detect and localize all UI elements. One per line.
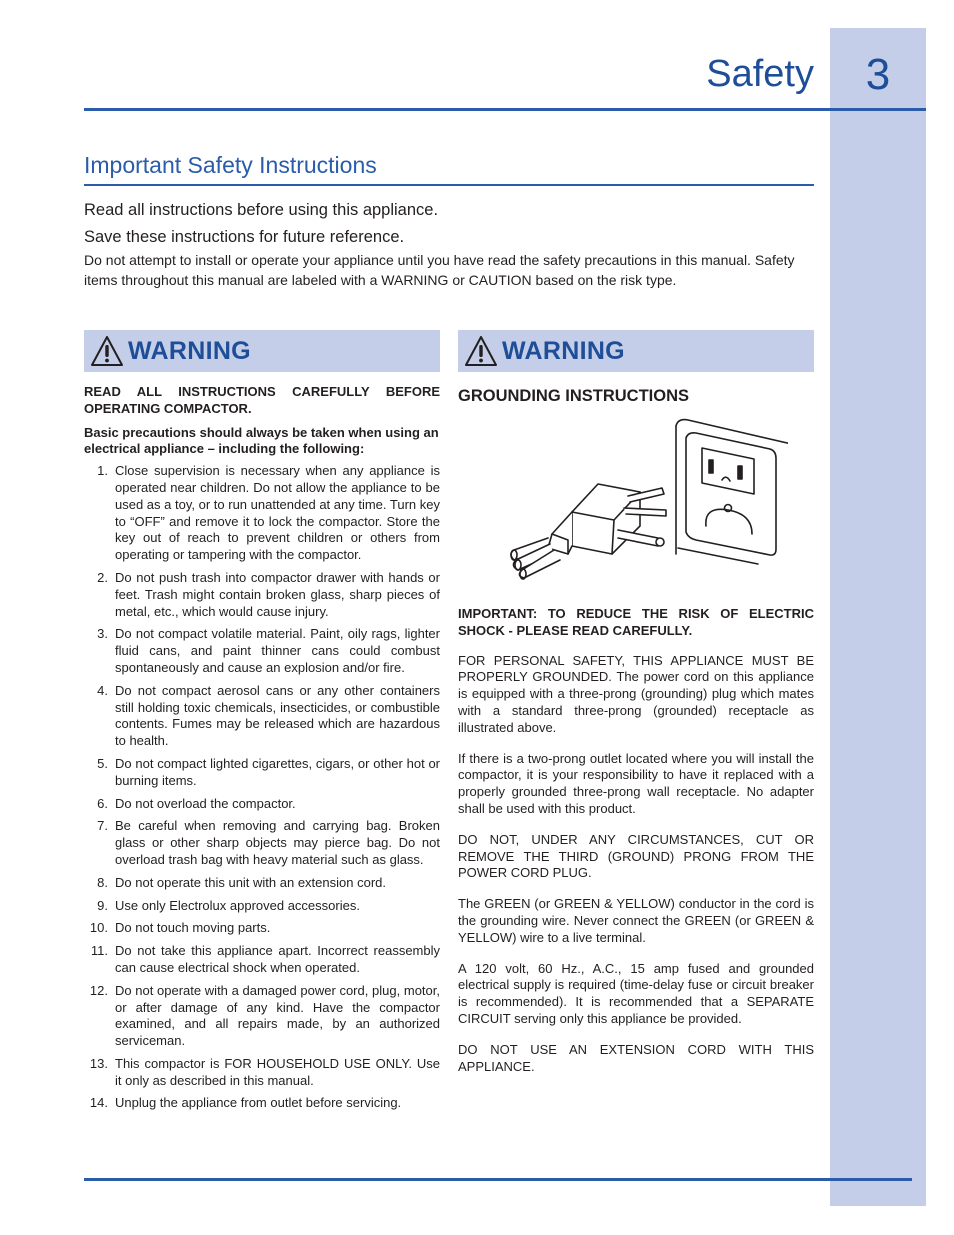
list-item: 10. Do not touch moving parts.	[89, 920, 271, 936]
list-item: 9. Use only Electrolux approved accessories.	[97, 897, 360, 913]
section-rule	[84, 184, 814, 186]
list-item: 4. Do not compact aerosol cans or any other containers still holding toxic chemicals, insecticides, or combustible contents. Fumes may be released which are hazardous to health.	[97, 682, 440, 749]
grounding-paragraph: The GREEN (or GREEN & YELLOW) conductor in the cord is the grounding wire. Never connect the GREEN (or GREEN & YELLOW) wire to a live terminal.	[458, 896, 814, 945]
list-item: 3. Do not compact volatile material. Paint, oily rags, lighter fluid cans, and paint thinner cans could combust spontaneously and cause an explosion and/or fire.	[97, 626, 440, 675]
section-title: Important Safety Instructions	[84, 152, 377, 178]
grounding-title: GROUNDING INSTRUCTIONS	[458, 387, 689, 405]
grounding-paragraph: If there is a two-prong outlet located where you will install the compactor, it is your responsibility to have it replaced with a properly grounded three-prong wall receptacle. No adapter shall be used with this product.	[458, 750, 814, 816]
grounding-paragraph: FOR PERSONAL SAFETY, THIS APPLIANCE MUST BE PROPERLY GROUNDED. The power cord on this appliance is equipped with a three-prong (grounding) plug which mates with a standard three-prong (grounded) receptacle as illustrated above.	[458, 652, 814, 735]
important-notice: IMPORTANT: TO REDUCE THE RISK OF ELECTRIC SHOCK - PLEASE READ CAREFULLY.	[458, 606, 814, 638]
warning-label: WARNING	[502, 336, 625, 365]
page-title: Safety	[706, 53, 814, 95]
intro-line-1: Read all instructions before using this appliance.	[84, 201, 439, 219]
list-item: 5. Do not compact lighted cigarettes, cigars, or other hot or burning items.	[97, 755, 440, 788]
grounding-paragraph: DO NOT USE AN EXTENSION CORD WITH THIS APPLIANCE.	[458, 1041, 814, 1074]
header-rule	[84, 108, 926, 111]
warning-banner-left	[84, 330, 440, 372]
list-item: 7. Be careful when removing and carrying bag. Broken glass or other sharp objects may pierce bag. Do not overload trash bag with heavy material such as glass.	[97, 818, 440, 867]
grounding-paragraph: A 120 volt, 60 Hz., A.C., 15 amp fused and grounded electrical supply is required (time-delay fuse or circuit breaker is recommended). It is recommended that a SEPARATE CIRCUIT serving only this appliance be provided.	[458, 960, 814, 1026]
list-item: 14. Unplug the appliance from outlet before servicing.	[89, 1095, 402, 1111]
warning-label: WARNING	[128, 336, 251, 365]
plug-outlet-illustration-icon	[508, 414, 788, 584]
side-tab	[830, 28, 926, 1206]
list-item: 2. Do not push trash into compactor drawer with hands or feet. Trash might contain broken glass, sharp pieces of metal, etc., which would cause injury.	[97, 569, 440, 619]
intro-paragraph: Do not attempt to install or operate your appliance until you have read the safety precautions in this manual. Safety items throughout this manual are labeled with a WARNING or CAUTION based on the risk type.	[84, 252, 795, 288]
precautions-list	[84, 463, 440, 1112]
list-item: 1. Close supervision is necessary when any appliance is operated near children. Do not allow the appliance to be used as a toy, or to run unattended at any time. Turn key to “OFF” and remove it to lock the compactor. Store the key out of reach to prevent children or others from operating or tampering with the compactor.	[97, 463, 440, 563]
list-item: 11. Do not take this appliance apart. Incorrect reassembly can cause electrical shock when operated.	[90, 943, 440, 975]
page-number: 3	[865, 50, 891, 99]
intro-line-2: Save these instructions for future reference.	[84, 228, 405, 246]
basic-precautions-heading: Basic precautions should always be taken when using an electrical appliance – including the following:	[84, 424, 439, 457]
footer-rule	[84, 1178, 912, 1181]
read-all-notice: READ ALL INSTRUCTIONS CAREFULLY BEFORE OPERATING COMPACTOR.	[84, 384, 440, 416]
grounding-paragraph: DO NOT, UNDER ANY CIRCUMSTANCES, CUT OR REMOVE THE THIRD (GROUND) PRONG FROM THE POWER CORD PLUG.	[458, 831, 814, 881]
warning-banner-right	[458, 330, 814, 372]
warning-triangle-icon	[464, 335, 498, 367]
list-item: 12. Do not operate with a damaged power cord, plug, motor, or after damage of any kind. Have the compactor examined, and all repairs made, by an authorized serviceman.	[89, 982, 440, 1049]
list-item: 13. This compactor is FOR HOUSEHOLD USE ONLY. Use it only as described in this manual.	[89, 1055, 440, 1088]
right-column	[458, 384, 814, 1089]
warning-triangle-icon	[90, 335, 124, 367]
list-item: 8. Do not operate this unit with an extension cord.	[97, 874, 386, 890]
left-column	[84, 384, 440, 1118]
list-item: 6. Do not overload the compactor.	[97, 795, 296, 811]
